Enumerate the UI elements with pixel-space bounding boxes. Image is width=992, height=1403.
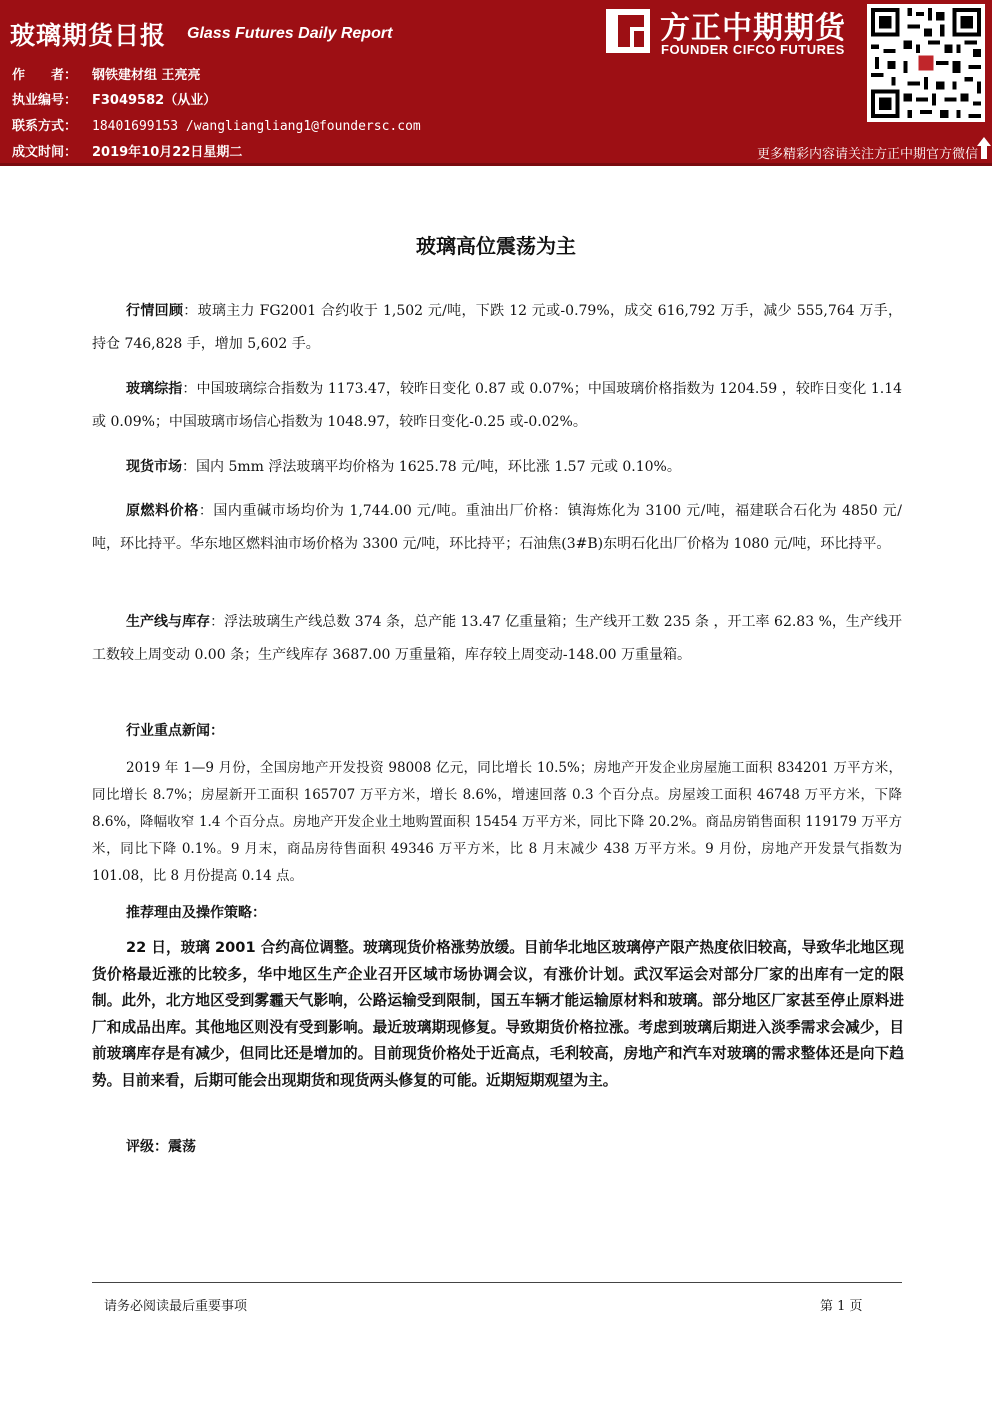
section-label: 现货市场 [126,459,182,475]
section-label: 原燃料价格 [126,503,199,519]
founder-logo-icon [604,7,652,55]
production-inventory-paragraph [92,606,902,672]
strategy-paragraph: 22 日，玻璃 2001 合约高位调整。玻璃现货价格涨势放缓。目前华北地区玻璃停产限产热度依旧较高，导致华北地区现货价格最近涨的比较多，华中地区生产企业召开区域市场协调会议，有涨价计划。武汉军运会对部分厂家的出库有一定的限制。此外，北方地区受到雾霾天气影响，公路运输受到限制，国五车辆才能运输原材料和玻璃。部分地区厂家甚至停止原料进厂和成品出库。其他地区则没有受到影响。最近玻璃期现修复。导致期货价格拉涨。考虑到玻璃后期进入淡季需求会减少，目前玻璃库存是有减少，但同比还是增加的。目前现货价格处于近高点，毛利较高，房地产和汽车对玻璃的需求整体还是向下趋势。目前来看，后期可能会出现期货和现货两头修复的可能。近期短期观望为主。 [92,939,904,1089]
section-label: 生产线与库存 [126,614,211,630]
report-header [0,0,992,163]
strategy-heading: 推荐理由及操作策略： [126,905,266,921]
meta-key: 成文时间： [12,145,78,160]
section-text: ：浮法玻璃生产线总数 374 条，总产能 13.47 亿重量箱；生产线开工数 235 条 ，开工率 62.83 %，生产线开工数较上周变动 0.00 条；生产线库存 3687.00 万重量箱，库存较上周变动-148.00 万重量箱。 [92,614,902,663]
page-number: 第 1 页 [820,1299,863,1314]
raw-fuel-price-paragraph [92,495,902,561]
section-text: ：玻璃主力 FG2001 合约收于 1,502 元/吨，下跌 12 元或-0.79%，成交 616,792 万手，减少 555,764 万手，持仓 746,828 手，增加 5,602 手。 [92,303,902,352]
contact-row [12,115,421,134]
meta-value: 钢铁建材组 王亮亮 [92,68,201,83]
meta-key: 联系方式： [12,119,78,134]
meta-key: 作 者： [12,68,78,83]
glass-index-paragraph [92,373,902,439]
header-divider [0,163,992,166]
section-label: 行情回顾 [126,303,184,319]
follow-wechat-text[interactable]: 更多精彩内容请关注方正中期官方微信 [756,147,978,162]
author-row [12,64,201,83]
report-title-cn: 玻璃期货日报 [10,21,167,50]
footer-notice: 请务必阅读最后重要事项 [104,1299,248,1314]
meta-value: 2019年10月22日星期二 [92,145,243,160]
company-name-en: FOUNDER CIFCO FUTURES [661,42,845,57]
section-text: ：国内 5mm 浮法玻璃平均价格为 1625.78 元/吨，环比涨 1.57 元或 0.10%。 [182,459,681,475]
license-row [12,89,216,108]
section-label: 玻璃综指 [126,381,183,397]
market-review-paragraph [92,295,902,361]
rating-text: 评级：震荡 [126,1139,196,1155]
contact-value[interactable]: 18401699153 /wangliangliang1@foundersc.com [92,119,421,134]
report-title-en: Glass Futures Daily Report [187,25,393,42]
section-text: ：国内重碱市场均价为 1,744.00 元/吨。重油出厂价格：镇海炼化为 3100 元/吨，福建联合石化为 4850 元/吨，环比持平。华东地区燃料油市场价格为 3300 元/吨，环比持平；石油焦(3#B)东明石化出厂价格为 1080 元/吨，环比持平。 [92,503,902,552]
spot-market-paragraph [92,451,902,484]
qr-code-icon[interactable] [867,4,985,122]
industry-news-paragraph: 2019 年 1—9 月份，全国房地产开发投资 98008 亿元，同比增长 10.5%；房地产开发企业房屋施工面积 834201 万平方米，同比增长 8.7%；房屋新开工面积 165707 万平方米，增长 8.6%，增速回落 0.3 个百分点。房屋竣工面积 46748 万平方米，下降 8.6%，降幅收窄 1.4 个百分点。房地产开发企业土地购置面积 15454 万平方米，同比下降 20.2%。商品房销售面积 119179 万平方米，同比下降 0.1%。9 月末，商品房待售面积 49346 万平方米，比 8 月末减少 438 万平方米。9 月份，房地产开发景气指数为 101.08，比 8 月份提高 0.14 点。 [92,760,902,884]
news-heading: 行业重点新闻： [126,723,224,739]
meta-key: 执业编号： [12,93,78,108]
page-title: 玻璃高位震荡为主 [416,234,576,258]
section-text: ：中国玻璃综合指数为 1173.47，较昨日变化 0.87 或 0.07%；中国玻璃价格指数为 1204.59 ，较昨日变化 1.14 或 0.09%；中国玻璃市场信心指数为 1048.97，较昨日变化-0.25 或-0.02%。 [92,381,903,430]
company-name-cn: 方正中期期货 [660,11,846,46]
date-row [12,141,242,160]
footer-divider [92,1282,902,1283]
arrow-up-icon [976,136,992,160]
meta-value: F3049582（从业） [92,93,217,108]
